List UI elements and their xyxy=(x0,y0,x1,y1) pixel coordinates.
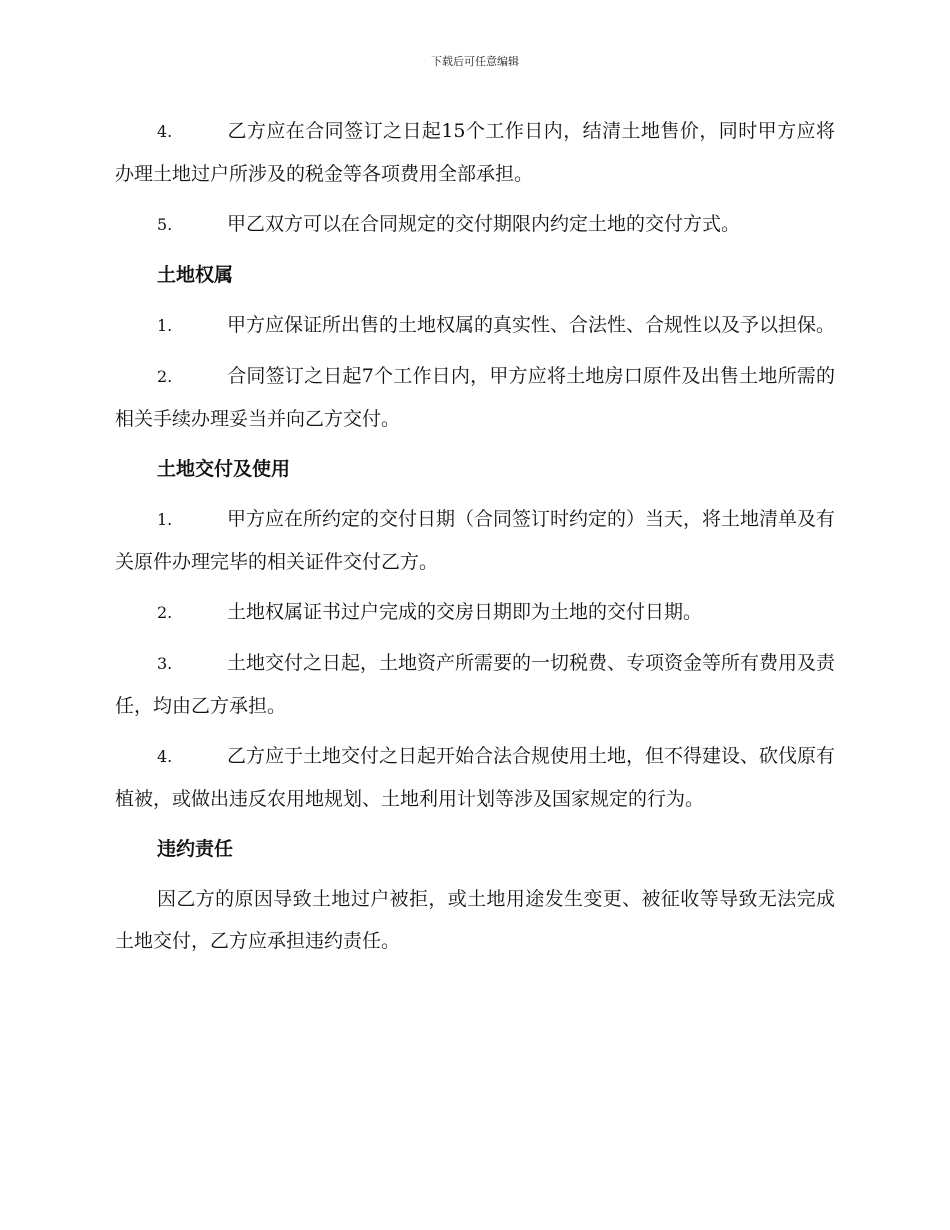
section-heading-liability: 违约责任 xyxy=(157,838,234,860)
liability-paragraph: 因乙方的原因导致土地过户被拒，或土地用途发生变更、被征收等导致无法完成土地交付，乙方应承担违约责任。 xyxy=(115,888,835,952)
clause-5 xyxy=(115,203,835,246)
clause-text: 土地权属证书过户完成的交房日期即为土地的交付日期。 xyxy=(227,601,703,623)
clause-2 xyxy=(115,355,835,440)
document-body xyxy=(115,110,835,970)
clause-text: 土地交付之日起，土地资产所需要的一切税费、专项资金等所有费用及责任，均由乙方承担。 xyxy=(115,652,836,717)
clause-text: 乙方应在合同签订之日起15个工作日内，结清土地售价，同时甲方应将办理土地过户所涉及的税金等各项费用全部承担。 xyxy=(115,120,835,185)
clause-text: 乙方应于土地交付之日起开始合法合规使用土地，但不得建设、砍伐原有植被，或做出违反农用地规划、土地利用计划等涉及国家规定的行为。 xyxy=(115,745,836,810)
clause-2 xyxy=(115,591,835,634)
clause-text: 合同签订之日起7个工作日内，甲方应将土地房口原件及出售土地所需的相关手续办理妥当并向乙方交付。 xyxy=(115,365,835,430)
clause-number: 4. xyxy=(157,747,173,766)
clause-4 xyxy=(115,110,835,195)
clause-number: 5. xyxy=(157,215,173,234)
clause-text: 甲方应保证所出售的土地权属的真实性、合法性、合规性以及予以担保。 xyxy=(227,314,836,336)
clause-1 xyxy=(115,498,835,583)
clause-number: 1. xyxy=(157,510,173,529)
clause-text: 甲方应在所约定的交付日期（合同签订时约定的）当天，将土地清单及有关原件办理完毕的相关证件交付乙方。 xyxy=(115,508,836,573)
clause-number: 1. xyxy=(157,316,173,335)
clause-number: 2. xyxy=(157,603,173,622)
clause-number: 3. xyxy=(157,654,173,673)
section-heading-delivery-and-use: 土地交付及使用 xyxy=(157,458,291,480)
clause-number: 2. xyxy=(157,367,173,386)
clause-1 xyxy=(115,304,835,347)
clause-text: 甲乙双方可以在合同规定的交付期限内约定土地的交付方式。 xyxy=(227,213,741,235)
clause-number: 4. xyxy=(157,122,173,141)
clause-3 xyxy=(115,642,835,727)
section-heading-land-ownership: 土地权属 xyxy=(157,264,234,286)
clause-4 xyxy=(115,735,835,820)
page-header: 下载后可任意编辑 xyxy=(431,55,519,68)
